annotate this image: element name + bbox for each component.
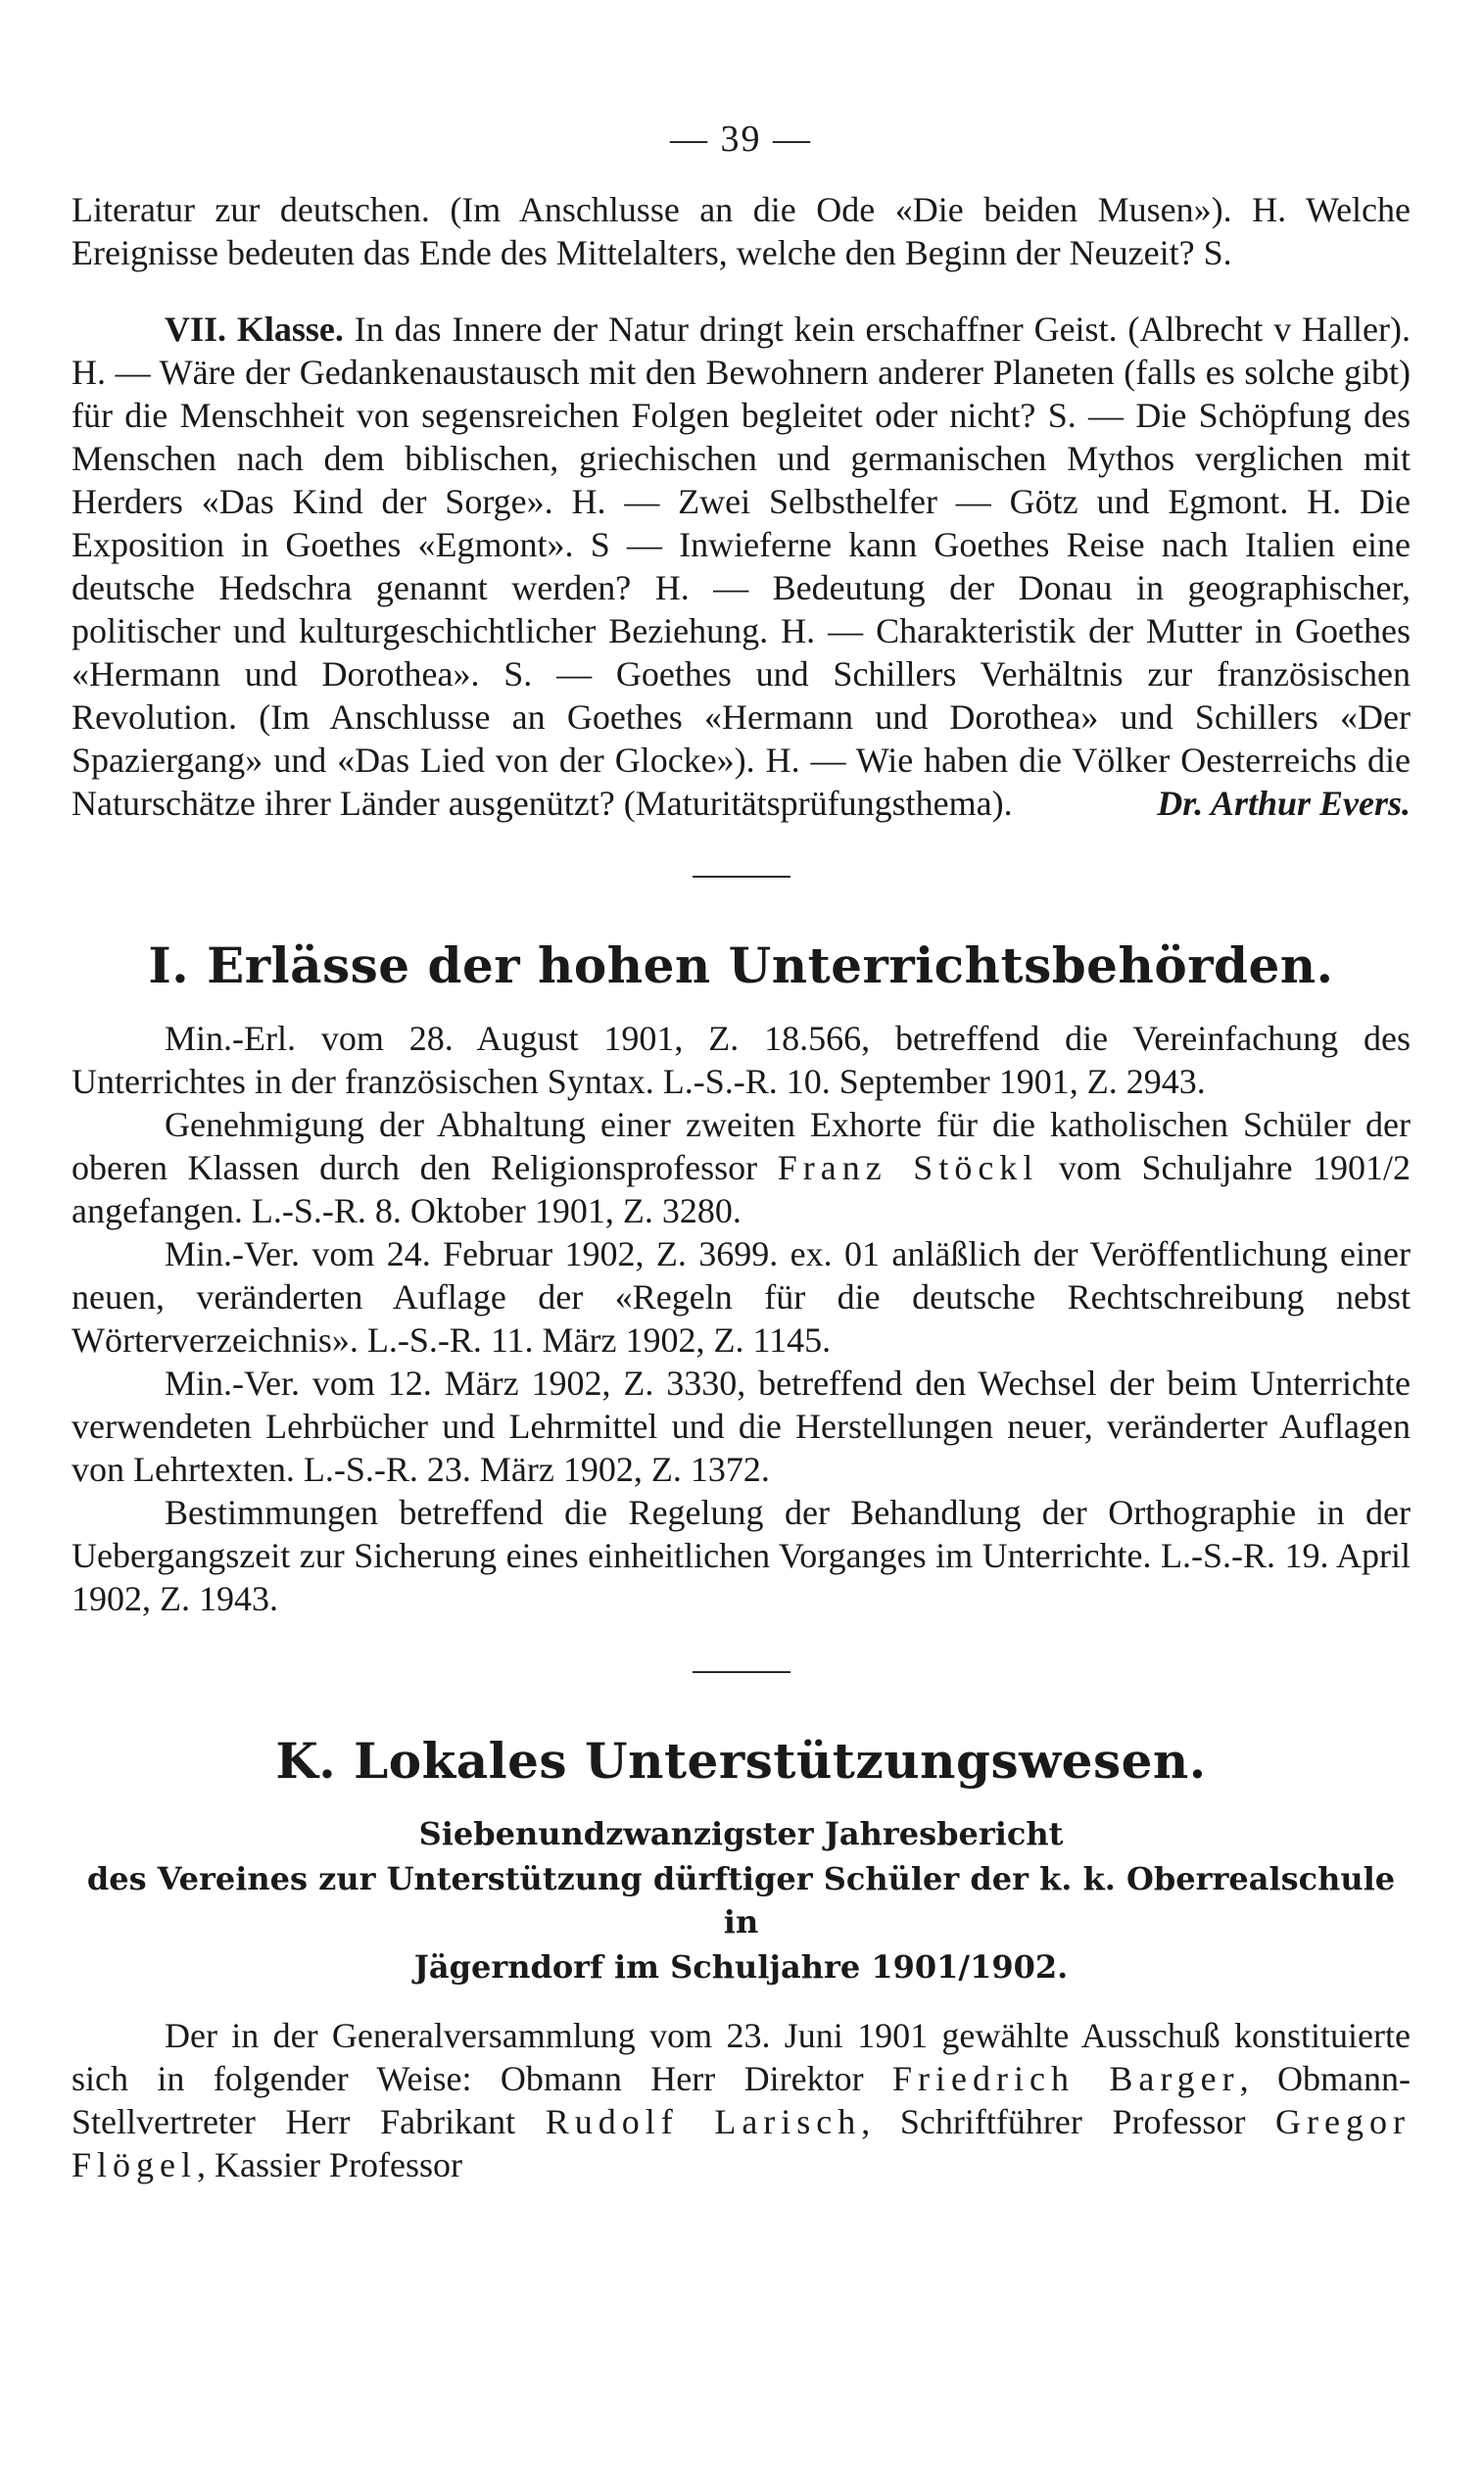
klasse-vii-text: In das Innere der Natur dringt kein erschaffner Geist. (Albrecht v Haller). H. — Wäre der Gedankenaustausch mit den Bewohnern anderer Planeten (falls es solche gibt) für die Menschheit von segensreichen Folgen begleitet oder nicht? S. — Die Schöpfung des Menschen nach dem biblischen, griechischen und germanischen Mythos verglichen mit Herders «Das Kind der Sorge». H. — Zwei Selbsthelfer — Götz und Egmont. H. Die Exposition in Goethes «Egmont». S — Inwieferne kann Goethes Reise nach Italien eine deutsche Hedschra genannt werden? H. — Bedeutung der Donau in geographischer, politischer und kulturgeschichtlicher Beziehung. H. — Charakteristik der Mutter in Goethes «Hermann und Dorothea». S. — Goethes und Schillers Verhältnis zur französischen Revolution. (Im Anschlusse an Goethes «Hermann und Dorothea» und Schillers «Der Spaziergang» und «Das Lied von der Glocke»). H. — Wie haben die Völker Oesterreichs die Naturschätze ihrer Länder ausgenützt? (Maturitätsprüfungsthema). bbox=[72, 310, 1411, 823]
section-divider-2 bbox=[693, 1671, 790, 1673]
continuation-paragraph: Literatur zur deutschen. (Im Anschlusse an die Ode «Die beiden Musen»). H. Welche Ereignisse bedeuten das Ende des Mittelalters, welche den Beginn der Neuzeit? S. bbox=[72, 190, 1411, 272]
klasse-vii-paragraph bbox=[72, 308, 1411, 825]
decree-2-text-after: vom Schuljahre 1901/2 angefangen. L.-S.-R. 8. Oktober 1901, Z. 3280. bbox=[72, 1148, 1412, 1230]
section-i-heading: I. Erlässe der hohen Unterrichtsbehörden. bbox=[148, 936, 1334, 994]
decree-2-person-name: Franz Stöckl bbox=[777, 1148, 1039, 1187]
decree-paragraph-4: Min.-Ver. vom 12. März 1902, Z. 3330, betreffend den Wechsel der beim Unterrichte verwendeten Lehrbücher und Lehrmittel und die Herstellungen neuer, veränderter Auflagen von Lehrtexten. L.-S.-R. 23. März 1902, Z. 1372. bbox=[72, 1364, 1411, 1489]
decree-paragraph-3: Min.-Ver. vom 24. Februar 1902, Z. 3699. ex. 01 anläßlich der Veröffentlichung einer neuen, veränderten Auflage der «Regeln für die deutsche Rechtschreibung nebst Wörterverzeichnis». L.-S.-R. 11. März 1902, Z. 1145. bbox=[72, 1234, 1411, 1360]
report-name-2: Rudolf Larisch bbox=[545, 2102, 862, 2141]
section-k-heading: K. Lokales Unterstützungswesen. bbox=[275, 1732, 1207, 1790]
report-text-4: , Kassier Professor bbox=[197, 2145, 462, 2184]
report-text-1: Der in der Generalversammlung vom 23. Juni 1901 gewählte Ausschuß konstituierte sich in folgender Weise: Obmann Herr Direktor bbox=[72, 2016, 1411, 2098]
report-title-line-3: Jägerndorf im Schuljahre 1901/1902. bbox=[413, 1948, 1069, 1986]
decree-paragraph-5: Bestimmungen betreffend die Regelung der Behandlung der Orthographie in der Uebergangszeit zur Sicherung eines einheitlichen Vorganges im Unterrichte. L.-S.-R. 19. April 1902, Z. 1943. bbox=[72, 1493, 1411, 1618]
decree-paragraph-1: Min.-Erl. vom 28. August 1901, Z. 18.566, betreffend die Vereinfachung des Unterrichtes in der französischen Syntax. L.-S.-R. 10. September 1901, Z. 2943. bbox=[72, 1019, 1411, 1101]
report-paragraph bbox=[72, 2014, 1411, 2186]
section-divider-1 bbox=[693, 876, 790, 878]
author-signature: Dr. Arthur Evers. bbox=[1157, 784, 1411, 823]
report-title-line-2: des Vereines zur Unterstützung dürftiger Schüler der k. k. Oberrealschule in bbox=[86, 1860, 1396, 1941]
page-number: — 39 — bbox=[670, 119, 812, 160]
klasse-vii-label: VII. Klasse. bbox=[165, 310, 344, 349]
report-text-2: , Obmann-Stellvertreter Herr Fabrikant bbox=[72, 2059, 1411, 2141]
report-name-1: Friedrich Barger bbox=[891, 2059, 1240, 2098]
report-text-3: , Schriftführer Professor bbox=[861, 2102, 1276, 2141]
decree-2-text-before: Genehmigung der Abhaltung einer zweiten Exhorte für die katholischen Schüler der oberen Klassen durch den Religionsprofessor bbox=[72, 1105, 1411, 1187]
report-title-line-1: Siebenundzwanzigster Jahresbericht bbox=[418, 1815, 1064, 1852]
report-name-3: Gregor Flögel bbox=[72, 2102, 1411, 2184]
decree-paragraph-2 bbox=[72, 1103, 1411, 1232]
